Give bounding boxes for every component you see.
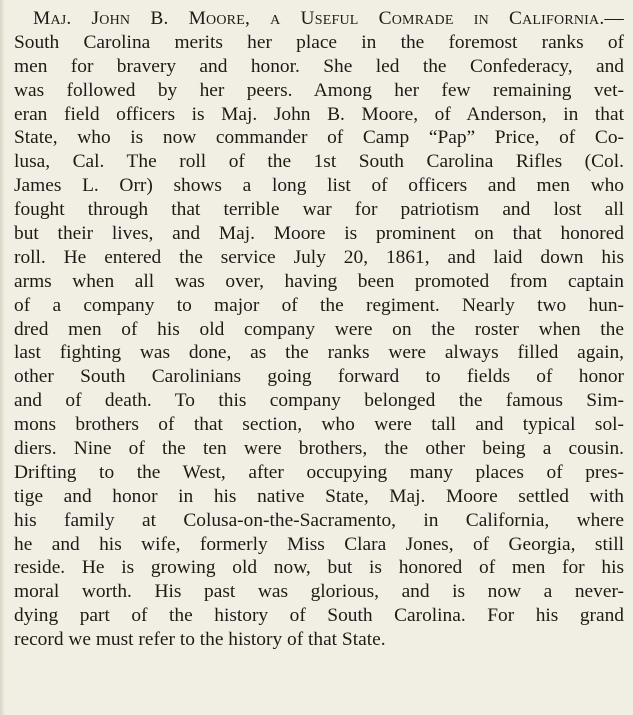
article-line: dred men of his old company were on the roster when the	[14, 318, 624, 340]
article-line: eran field officers is Maj. John B. Moore, of Anderson, in that	[14, 103, 624, 125]
article-line: diers. Nine of the ten were brothers, the other being a cousin.	[14, 438, 624, 460]
article-line: reside. He is growing old now, but is honored of men for his	[14, 557, 624, 579]
article-line: moral worth. His past was glorious, and is now a never-	[14, 581, 624, 603]
article-line: State, who is now commander of Camp “Pap” Price, of Co-	[14, 127, 624, 149]
article-line-last: record we must refer to the history of that State.	[14, 629, 386, 651]
article-line: men for bravery and honor. She led the Confederacy, and	[14, 55, 624, 77]
article	[14, 7, 624, 652]
article-line: dying part of the history of South Carolina. For his grand	[14, 605, 624, 627]
article-line: other South Carolinians going forward to fields of honor	[14, 366, 624, 388]
article-line: but their lives, and Maj. Moore is prominent on that honored	[14, 223, 624, 245]
article-line: he and his wife, formerly Miss Clara Jones, of Georgia, still	[14, 533, 624, 555]
article-headline: Maj. John B. Moore, a Useful Comrade in California.—	[33, 8, 624, 29]
article-line: roll. He entered the service July 20, 1861, and laid down his	[14, 246, 624, 268]
article-line: last fighting was done, as the ranks were always filled again,	[14, 342, 624, 364]
article-line: South Carolina merits her place in the foremost ranks of	[14, 31, 624, 53]
article-line: James L. Orr) shows a long list of officers and men who	[14, 175, 624, 197]
article-line: and of death. To this company belonged the famous Sim-	[14, 390, 624, 412]
article-line: of a company to major of the regiment. Nearly two hun-	[14, 294, 624, 316]
article-line: was followed by her peers. Among her few remaining vet-	[14, 79, 624, 101]
article-line: arms when all was over, having been promoted from captain	[14, 270, 624, 292]
article-line: tige and honor in his native State, Maj. Moore settled with	[14, 485, 624, 507]
article-line: Drifting to the West, after occupying many places of pres-	[14, 461, 624, 483]
article-line: lusa, Cal. The roll of the 1st South Carolina Rifles (Col.	[14, 151, 624, 173]
article-line: mons brothers of that section, who were tall and typical sol-	[14, 414, 624, 436]
article-line: his family at Colusa-on-the-Sacramento, in California, where	[14, 509, 624, 531]
page-edge-shadow	[0, 0, 5, 715]
article-line: fought through that terrible war for patriotism and lost all	[14, 199, 624, 221]
